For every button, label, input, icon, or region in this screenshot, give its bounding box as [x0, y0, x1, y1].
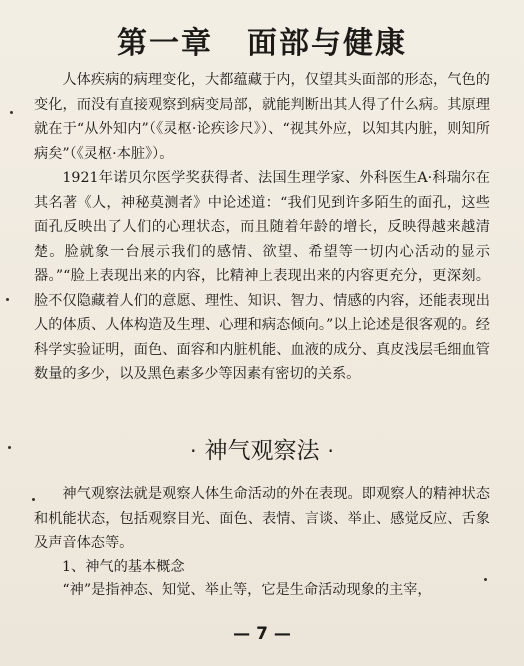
section-title-dot-right: ·: [327, 439, 334, 463]
paragraph-4: “神”是指神态、知觉、举止等，它是生命活动现象的主宰，: [62, 582, 432, 598]
margin-speck: [32, 498, 35, 501]
paragraph-2: 1921年诺贝尔医学奖获得者、法国生理学家、外科医生A·科瑞尔在其名著《人，神秘莫测者》中论述道：“我们见到许多陌生的面孔，这些面孔反映出了人们的心理状态，而且随着年龄的增长，反映得越来越清楚。脸就象一台展示我们的感情、欲望、希望等一切内心活动的显示器。”“脸上表现出来的内容，比精神上表现出来的内容更充分，更深刻。脸不仅隐藏着人们的意愿、理性、知识、智力、情感的内容，还能表现出人的体质、人体构造及生理、心理和病态倾向。”以上论述是很客观的。经科学实验证明，面色、面容和内脏机能、血液的成分、真皮浅层毛细血管数量的多少，以及黑色素多少等因素有密切的关系。: [34, 170, 490, 382]
chapter-title: [0, 18, 524, 62]
paragraph-3: 神气观察法就是观察人体生命活动的外在表现。即观察人的精神状态和机能状态，包括观察目光、面色、表情、言谈、举止、感觉反应、舌象及声音体态等。: [34, 486, 490, 551]
margin-speck: [484, 578, 487, 581]
section-title: [0, 432, 524, 465]
margin-speck: [6, 298, 9, 301]
sub-heading: 1、神气的基本概念: [62, 559, 185, 575]
section-title-text: 神气观察法: [204, 438, 320, 464]
paragraph-1: 人体疾病的病理变化，大都蕴藏于内，仅望其头面部的形态，气色的变化，而没有直接观察到病变局部，就能判断出其人得了什么病。其原理就在于“从外知内”（《灵枢·论疾诊尺》）、“视其外应，以知其内脏，则知所病矣”（《灵枢·本脏》）。: [34, 72, 490, 162]
chapter-number: 第一章: [117, 26, 213, 61]
section-title-dot-left: ·: [190, 439, 197, 463]
chapter-name: 面部与健康: [247, 26, 407, 61]
margin-speck: [8, 446, 11, 449]
page-number: — 7 —: [233, 624, 291, 644]
margin-speck: [10, 111, 13, 114]
